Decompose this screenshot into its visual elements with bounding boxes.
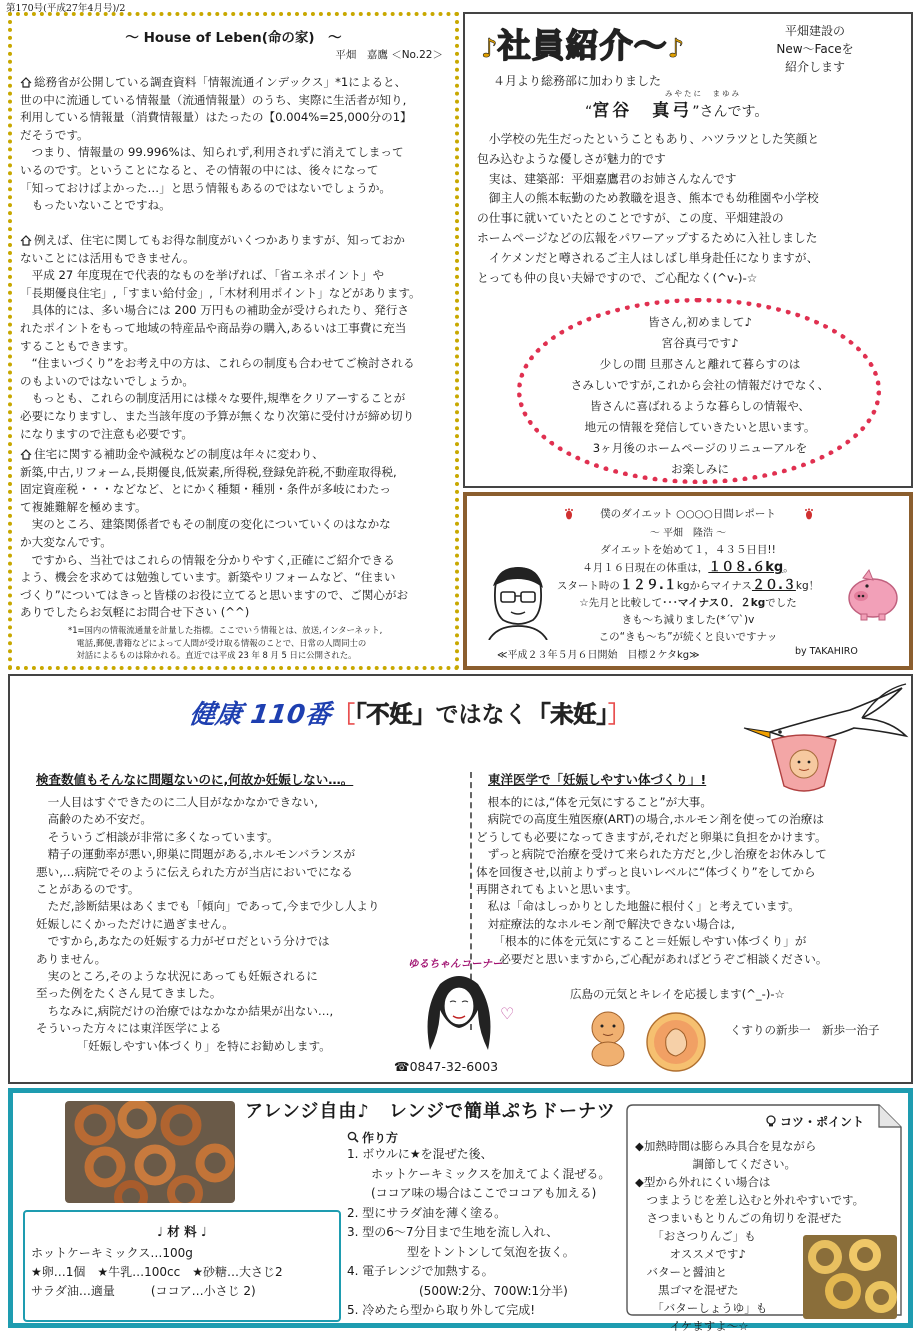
staff-side-text: 平畑建設の New～Faceを 紹介します	[776, 24, 854, 74]
diet-line-4a: ☆先月と比較して･･･	[579, 597, 678, 609]
diet-report-box	[463, 492, 913, 670]
headline-bracket-close: ］	[608, 702, 631, 728]
diet-author: ～ 平畑 隆浩 ～	[649, 528, 727, 539]
headline-term-1: 「不妊」	[355, 702, 436, 728]
woman-illustration	[422, 970, 496, 1054]
tips-box	[625, 1101, 905, 1332]
diet-title: 僕のダイエット ○○○○日間レポート	[600, 508, 776, 520]
recipe-box	[8, 1088, 913, 1332]
baby-icon	[766, 730, 842, 798]
leben-para-2: 例えば、住宅に関してもお得な制度がいくつかありますが、知っておか ないことには活用もできません。 平成 27 年度現在で代表的なものを挙げれば、「省エネポイント」や 「長期優良住宅」,「すまい給付金」,「木材利用ポイント」などがあります。 具体的には、多い場合には 200 万円もの補助金が受けられたり、発行さ れたポイントをもって地域の特産品や商品券の購入,あるいは工事費に充当 することもできます。 “住まいづくり”をお考え中の方は、これらの制度も合わせてご検討される のもよいのではないでしょうか。 もっとも、これらの制度活用には様々な要件,規準をクリアーすることが 必要になりますし、また当該年度の予算が無くなり次第に受付けが締め切り になりますので注意も必要です。	[20, 233, 421, 441]
donut-photo-2	[803, 1235, 897, 1319]
house-icon	[20, 235, 32, 246]
house-of-leben-box	[8, 12, 459, 670]
recipe-title: アレンジ自由♪ レンジで簡単ぷちドーナツ	[245, 1101, 616, 1122]
headline-bracket-open: ［	[332, 702, 355, 728]
donut-photo-image	[65, 1101, 235, 1203]
donut-photo-2-image	[803, 1235, 897, 1319]
health-column-box	[8, 674, 913, 1084]
tips-body: ◆加熱時間は膨らみ具合を見ながら 調節してください。 ◆型から外れにくい場合は つまようじを差し込むと外れやすいです。 さつまいもとりんごの角切りを混ぜた 「おさつりんご」も オススメです♪ バターと醤油と 黒ゴマを混ぜた 「バターしょうゆ」も イケますよ～☆	[635, 1139, 865, 1332]
diet-line-6: この“きも～ち”が続くと良いですナッ	[598, 631, 778, 643]
headline-term-2: 「未妊」	[527, 702, 608, 728]
donut-photo	[65, 1101, 235, 1203]
health-left-body: 一人目はすぐできたのに二人目がなかなかできない, 高齢のため不安だ。 そういうご相談が非常に多くなっています。 精子の運動率が悪い,卵巣に問題がある,ホルモンバランスが 悪い,…病院でそのように伝えられた方が当店においでになる ことがあるのです。 ただ,診断結果はあくまでも「傾向」であって,今まで少し人より 妊娠しにくかっただけに過ぎません。 ですから,あなたの妊娠する力がゼロだという分けでは ありません。 実のところ,そのような状況にあっても妊娠されるに 至った例をたくさん見てきました。 ちなみに,病院だけの治療ではなかなか結果が出ない…, そういった方々には東洋医学による 「妊娠しやすい体づくり」を特にお勧めします。	[36, 795, 380, 1053]
start-weight: １２９.１	[619, 578, 677, 593]
diet-footer-by: by TAKAHIRO	[795, 646, 858, 657]
staff-intro-box	[463, 12, 913, 488]
fetus-icon	[644, 1010, 708, 1074]
music-note-icon: ♪	[667, 34, 685, 64]
materials-box	[23, 1210, 341, 1322]
shop-phone: ☎0847-32-6003	[394, 1059, 499, 1074]
steps-title: 作り方	[362, 1131, 399, 1145]
baby-icon	[576, 1006, 640, 1070]
shop-signature: くすりの新歩一 新歩一治子	[730, 1023, 880, 1037]
health-right-sign: 広島の元気とキレイを応援します(^_-)-☆	[570, 987, 785, 1001]
heart-icon: ♡	[500, 1004, 515, 1023]
materials-body: ホットケーキミックス…100g ★卵…1個 ★牛乳…100cc ★砂糖…大さじ2 サラダ油…適量 (ココア…小さじ 2)	[31, 1246, 283, 1298]
leben-para-1: 総務省が公開している調査資料「情報流通インデックス」*1によると、 世の中に流通している情報量（流通情報量）のうち、実際に生活者が知り, 利用している情報量（消費情報量）はたったの【0.004%=25,000分の1】 だそうです。 つまり、情報量の 99.996%は、知られず,利用されずに消えてしまって いるのです。ということになると、その情報の中には、後々になって 「知っておけばよかった…」と思う情報もあるのではないでしょうか。 もったいないことですね。	[20, 75, 412, 213]
tips-title: コツ・ポイント	[780, 1115, 865, 1129]
tips-title-wrap	[765, 1113, 864, 1130]
staff-name-line	[585, 96, 768, 121]
house-icon	[20, 449, 32, 460]
staff-title: 社員紹介～	[497, 26, 668, 65]
leben-footnote: *1=国内の情報流通量を計量した指標。ここでいう情報とは、放送,インターネット, 電話,郵便,書籍などによって人間が受け取る情報のことで、日常の人間同士の 対話によるものは除かれる。直近では平成 23 年 8 月 5 日に公開された。	[68, 625, 383, 660]
music-note-icon: ♪	[481, 34, 498, 64]
health-logo: 健康 110番	[187, 700, 334, 730]
house-icon	[20, 77, 32, 88]
leben-author: 平畑 嘉鷹 ＜No.22＞	[335, 49, 443, 61]
monthly-change: マイナス０．２kg	[677, 597, 766, 609]
name-suffix: ”さんです。	[692, 104, 769, 120]
issue-header: 第170号(平成27年4月号)/2	[6, 3, 126, 14]
yuru-chan-corner-label: ゆるちゃんコーナー	[408, 958, 503, 970]
diet-line-3e: kg！	[795, 580, 820, 592]
leben-section-3	[20, 446, 460, 622]
staff-name-ruby: みやたに まゆみ	[665, 89, 741, 98]
staff-intro-line: ４月より総務部に加わりました	[493, 74, 662, 88]
current-weight: １０８.６kg	[708, 560, 784, 575]
leben-title: ～ House of Leben(命の家) ～	[125, 30, 342, 46]
pig-icon	[843, 566, 901, 622]
health-left-title: 検査数値もそんなに問題ないのに,何故か妊娠しない…。	[36, 772, 354, 787]
name-quote-open: “	[585, 104, 593, 120]
diet-line-1: ダイエットを始めて１，４３５日目!!	[600, 544, 776, 556]
diet-line-5: きも～ち減りました(*´▽`)v	[621, 614, 755, 626]
diet-line-4c: でした	[765, 597, 797, 609]
staff-title-banner	[481, 20, 684, 70]
leben-para-3: 住宅に関する補助金や減税などの制度は年々に変わり、 新築,中古,リフォーム,長期優良,低炭素,所得税,登録免許税,不動産取得税, 固定資産税・・・などなど、とにかく種類・種別・条件が多岐にわたっ て複雑難解を極めます。 実のところ、建築関係者でもその制度の変化についていくのはなかな か大変なんです。 ですから、当社ではこれらの情報を分かりやすく,正確にご紹介できる よう、機会を求めては勉強しています。新築やリフォームなど、“住まい づくり”についてはきっと皆様のお役に立てると思いますので、ご関心がお ありでしたらお気軽にお問合せ下さい (^^)	[20, 447, 409, 620]
health-right-body: 根本的には,“体を元気にすること”が大事。 病院での高度生殖医療(ART)の場合,ホルモン剤を使っての治療は どうしても必要になってきますが,それだと卵巣に負担をかけます。 ずっと病院で治療を受けて来られた方だと,少し治療をお休みして 体を回復させ,以前よりずっと良いレベルに“体づくり”をしてから 再開されてもよいと思います。 私は「命はしっかりとした地盤に根付く」と考えています。 対症療法的なホルモン剤で解決できない場合は, 「根本的に体を元気にすること＝妊娠しやすい体づくり」が 必要だと思いますから,ご心配があればどうぞご相談ください。	[476, 795, 828, 966]
leben-section-1	[20, 74, 460, 215]
leben-section-2	[20, 232, 460, 443]
weight-lost: ２０.３	[751, 578, 796, 593]
staff-greeting: 皆さん,初めまして♪ 宮谷真弓です♪ 少しの間 旦那さんと離れて暮らすのは さみしいですが,これから会社の情報だけでなく、 皆さんに喜ばれるような暮らしの情報や、 地元の情報を発信していきたいと思います。 3ヶ月後のホームページのリニューアルを お楽しみに	[570, 315, 830, 476]
bulb-icon	[765, 1115, 777, 1127]
diet-line-2c: 。	[783, 562, 794, 574]
diet-line-3a: スタート時の	[556, 580, 620, 592]
materials-title: ♩ 材 料 ♩	[157, 1224, 207, 1239]
staff-body: 小学校の先生だったということもあり、ハツラツとした笑顔と 包み込むような優しさが魅力的です 実は、建築部：平畑嘉鷹君のお姉さんなんです 御主人の熊本転勤のため教職を退き、熊本でも幼稚園や小学校 の仕事に就いていたとのことですが、この度、平畑建設の ホームページなどの広報をパワーアップするために入社しました イケメンだと噂されるご主人はしばし単身赴任になりますが、 とっても仲の良い夫婦ですので、ご心配なく(^v-)-☆	[477, 132, 820, 285]
health-right-title: 東洋医学で「妊娠しやすい体づくり」!	[488, 772, 707, 787]
magnifier-icon	[347, 1131, 359, 1143]
diet-footer-start: ≪平成２３年５月６日開始 目標２ケタkg≫	[497, 650, 700, 661]
diet-line-2a: ４月１６日現在の体重は，	[582, 562, 709, 574]
headline-middle: ではなく	[435, 702, 528, 728]
health-headline	[332, 696, 631, 729]
steps-body: 1. ボウルに★を混ぜた後、 ホットケーキミックスを加えてよく混ぜる。 (ココア味の場合はここでココアも加える) 2. 型にサラダ油を薄く塗る。 3. 型の6～7分目まで生地を流し入れ、 型をトントンして気泡を抜く。 4. 電子レンジで加熱する。 (500W:2分、700W:1分半) 5. 冷めたら型から取り外して完成!	[347, 1147, 611, 1317]
diet-line-3c: kgからマイナス	[676, 580, 752, 592]
staff-name: 宮谷 真弓	[592, 101, 693, 121]
steps-title-wrap	[347, 1129, 398, 1146]
portrait-illustration	[485, 562, 551, 640]
